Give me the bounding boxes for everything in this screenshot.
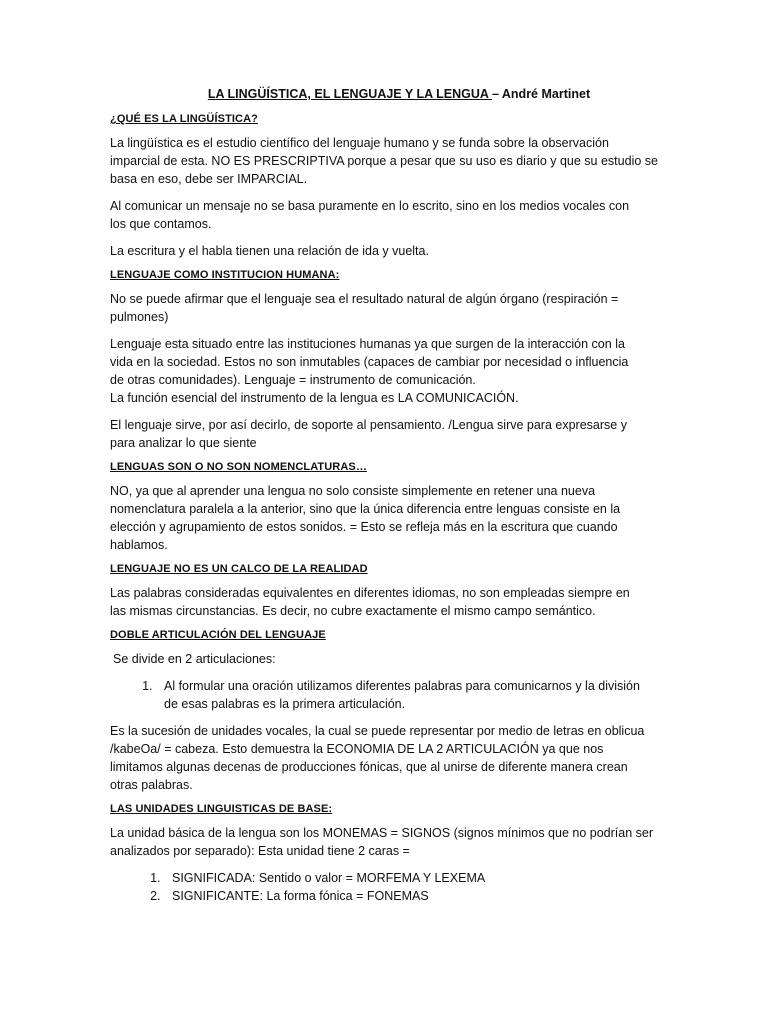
paragraph-11 [110, 824, 668, 860]
line: vida en la sociedad. Estos no son inmutables (capaces de cambiar por necesidad o influencia [110, 355, 629, 369]
title-main: LA LINGÜÍSTICA, EL LENGUAJE Y LA LENGUA [207, 87, 492, 101]
line: No se puede afirmar que el lenguaje sea el resultado natural de algún órgano (respiración = [110, 292, 619, 306]
line: de esas palabras es la primera articulación. [164, 697, 406, 711]
paragraph-1 [110, 134, 668, 188]
section-heading-calco: LENGUAJE NO ES UN CALCO DE LA REALIDAD [110, 563, 368, 575]
paragraph-2 [110, 197, 668, 233]
title-author: – André Martinet [491, 87, 591, 101]
paragraph-6 [110, 416, 668, 452]
paragraph-4 [110, 290, 668, 326]
line: analizados por separado): Esta unidad tiene 2 caras = [110, 844, 410, 858]
line: NO, ya que al aprender una lengua no solo consiste simplemente en retener una nueva [110, 484, 596, 498]
line: La escritura y el habla tienen una relación de ida y vuelta. [110, 244, 429, 258]
line: imparcial de esta. NO ES PRESCRIPTIVA porque a pesar que su uso es diario y que su estudio se [110, 154, 658, 168]
line: Es la sucesión de unidades vocales, la cual se puede representar por medio de letras en oblicua [110, 724, 645, 738]
line: de otras comunidades). Lenguaje = instrumento de comunicación. [110, 373, 476, 387]
section-heading-doble-articulacion: DOBLE ARTICULACIÓN DEL LENGUAJE [110, 629, 326, 641]
line: La función esencial del instrumento de la lengua es LA COMUNICACIÓN. [110, 391, 519, 405]
paragraph-10 [110, 722, 668, 794]
paragraph-5 [110, 335, 668, 407]
line: Se divide en 2 articulaciones: [113, 652, 276, 666]
line: Lenguaje esta situado entre las instituciones humanas ya que surgen de la interacción con la [110, 337, 625, 351]
line: /kabeOa/ = cabeza. Esto demuestra la ECONOMIA DE LA 2 ARTICULACIÓN ya que nos [110, 742, 604, 756]
list-item [156, 677, 668, 713]
line: Las palabras consideradas equivalentes en diferentes idiomas, no son empleadas siempre en [110, 586, 630, 600]
line: Al formular una oración utilizamos diferentes palabras para comunicarnos y la división [164, 679, 640, 693]
paragraph-9 [110, 650, 668, 668]
section-heading-que-es: ¿QUÉ ES LA LINGÜÍSTICA? [110, 113, 258, 125]
line: hablamos. [110, 538, 168, 552]
line: pulmones) [110, 310, 169, 324]
list-item: 2. SIGNIFICANTE: La forma fónica = FONEMAS [164, 887, 668, 905]
line: nomenclatura paralela a la anterior, sino que la única diferencia entre lenguas consiste en la [110, 502, 621, 516]
line: basa en eso, debe ser IMPARCIAL. [110, 172, 308, 186]
line: Al comunicar un mensaje no se basa puramente en lo escrito, sino en los medios vocales con [110, 199, 630, 213]
line: limitamos algunas decenas de producciones fónicas, que al unirse de diferente manera crean [110, 760, 628, 774]
line: las mismas circunstancias. Es decir, no cubre exactamente el mismo campo semántico. [110, 604, 596, 618]
line: los que contamos. [110, 217, 212, 231]
section-heading-unidades: LAS UNIDADES LINGUISTICAS DE BASE: [110, 803, 333, 815]
paragraph-3 [110, 242, 668, 260]
line: elección y agrupamiento de estos sonidos. = Esto se refleja más en la escritura que cuando [110, 520, 618, 534]
paragraph-8 [110, 584, 668, 620]
line: La unidad básica de la lengua son los MONEMAS = SIGNOS (signos mínimos que no podrían ser [110, 826, 653, 840]
numbered-list-articulacion [110, 677, 668, 713]
line: La lingüística es el estudio científico del lenguaje humano y se funda sobre la observación [110, 136, 609, 150]
paragraph-7 [110, 482, 668, 554]
line: para analizar lo que siente [110, 436, 257, 450]
list-item: 1. SIGNIFICADA: Sentido o valor = MORFEMA Y LEXEMA [164, 869, 668, 887]
line: El lenguaje sirve, por así decirlo, de soporte al pensamiento. /Lengua sirve para expresarse y [110, 418, 627, 432]
line: otras palabras. [110, 778, 193, 792]
section-heading-nomenclaturas: LENGUAS SON O NO SON NOMENCLATURAS… [110, 461, 367, 473]
section-heading-institucion: LENGUAJE COMO INSTITUCION HUMANA: [110, 269, 340, 281]
numbered-list-caras [110, 869, 668, 905]
page-title [110, 87, 668, 101]
